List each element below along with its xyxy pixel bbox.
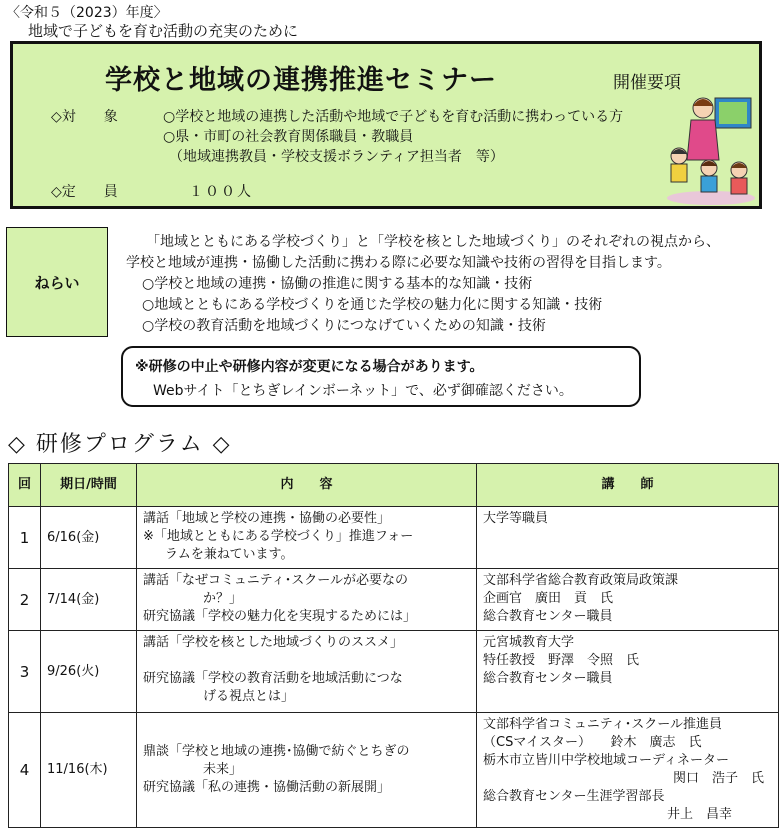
column-header: 講 師	[477, 464, 779, 507]
content-line: 鼎談「学校と地域の連携･協働で紡ぐとちぎの	[143, 744, 410, 759]
nerai-line: ○地域とともにある学校づくりを通じた学校の魅力化に関する知識・技術	[142, 297, 603, 313]
lecturer-line: 企画官 廣田 貢 氏	[483, 591, 614, 606]
session-date: 7/14(金)	[41, 569, 137, 631]
session-lecturer	[477, 569, 779, 631]
children-reading-illustration	[665, 90, 757, 206]
notice-line: ※研修の中止や研修内容が変更になる場合があります。	[135, 359, 484, 375]
lecturer-line: 総合教育センター職員	[483, 671, 613, 686]
session-date: 6/16(金)	[41, 507, 137, 569]
content-line: ラムを兼ねています。	[165, 547, 294, 562]
session-content	[137, 631, 477, 713]
table-row	[9, 507, 779, 569]
fiscal-year-label: 〈令和５（2023）年度〉	[6, 5, 168, 21]
lecturer-line: 井上 昌幸	[666, 807, 732, 822]
seminar-title: 学校と地域の連携推進セミナー	[105, 65, 497, 96]
page-subtitle: 地域で子どもを育む活動の充実のために	[28, 22, 299, 40]
lecturer-line: 総合教育センター職員	[483, 609, 613, 624]
content-line: 講話「地域と学校の連携・協働の必要性」	[143, 511, 391, 526]
kaisai-label: 開催要項	[613, 73, 681, 93]
capacity-label: ◇定 員	[51, 184, 118, 200]
table-row	[9, 631, 779, 713]
seminar-hero-box	[10, 41, 762, 209]
session-date: 11/16(木)	[41, 713, 137, 828]
target-line: ○県・市町の社会教育関係職員・教職員	[163, 129, 414, 145]
session-content	[137, 507, 477, 569]
content-line: ※「地域とともにある学校づくり」推進フォー	[143, 529, 414, 544]
session-content	[137, 569, 477, 631]
lecturer-line: 文部科学省コミュニティ･スクール推進員	[483, 717, 722, 732]
session-number: 4	[9, 713, 41, 828]
session-content	[137, 713, 477, 828]
lecturer-line: 関口 浩子 氏	[672, 771, 764, 786]
session-lecturer	[477, 631, 779, 713]
column-header: 回	[9, 464, 41, 507]
lecturer-line: 元宮城教育大学	[483, 635, 575, 650]
table-row	[9, 713, 779, 828]
nerai-label-box: ねらい	[6, 227, 108, 337]
content-line: 研究協議「学校の教育活動を地域活動につな	[143, 671, 403, 686]
target-line: ○学校と地域の連携した活動や地域で子どもを育む活動に携わっている方	[163, 109, 624, 125]
session-lecturer	[477, 507, 779, 569]
capacity-value: １００人	[189, 184, 253, 200]
lecturer-line: 栃木市立皆川中学校地域コーディネーター	[483, 753, 729, 768]
content-line: 講話「なぜコミュニティ･スクールが必要なの	[143, 573, 408, 588]
session-number: 3	[9, 631, 41, 713]
content-line: 研究協議「学校の魅力化を実現するためには」	[143, 609, 417, 624]
session-number: 1	[9, 507, 41, 569]
column-header: 内 容	[137, 464, 477, 507]
nerai-line: 「地域とともにある学校づくり」と「学校を核とした地域づくり」のそれぞれの視点から、	[146, 234, 720, 250]
target-label: ◇対 象	[51, 109, 118, 125]
nerai-line: 学校と地域が連携・協働した活動に携わる際に必要な知識や技術の習得を目指します。	[126, 255, 671, 271]
program-heading: ◇ 研修プログラム ◇	[8, 432, 232, 457]
content-line: か？」	[203, 591, 243, 606]
lecturer-line: 総合教育センター生涯学習部長	[483, 789, 665, 804]
table-row	[9, 569, 779, 631]
lecturer-line: （CSマイスター） 鈴木 廣志 氏	[483, 735, 702, 750]
column-header: 期日/時間	[41, 464, 137, 507]
lecturer-line: 特任教授 野澤 令照 氏	[483, 653, 640, 668]
lecturer-line: 大学等職員	[483, 511, 549, 526]
nerai-line: ○学校と地域の連携・協働の推進に関する基本的な知識・技術	[142, 276, 533, 292]
target-line: （地域連携教員・学校支援ボランティア担当者 等）	[169, 149, 504, 165]
lecturer-line: 文部科学省総合教育政策局政策課	[483, 573, 679, 588]
session-date: 9/26(火)	[41, 631, 137, 713]
program-table	[8, 463, 779, 828]
session-number: 2	[9, 569, 41, 631]
notice-line: Webサイト「とちぎレインボーネット」で、必ず御確認ください。	[153, 383, 573, 399]
session-lecturer	[477, 713, 779, 828]
nerai-line: ○学校の教育活動を地域づくりにつなげていくための知識・技術	[142, 318, 546, 334]
content-line: 講話「学校を核とした地域づくりのススメ」	[143, 635, 404, 650]
content-line: 未来」	[203, 762, 243, 777]
content-line: 研究協議「私の連携・協働活動の新展開」	[143, 780, 391, 795]
table-header-row	[9, 464, 779, 507]
notice-box	[121, 346, 641, 407]
content-line: げる視点とは」	[203, 689, 295, 704]
